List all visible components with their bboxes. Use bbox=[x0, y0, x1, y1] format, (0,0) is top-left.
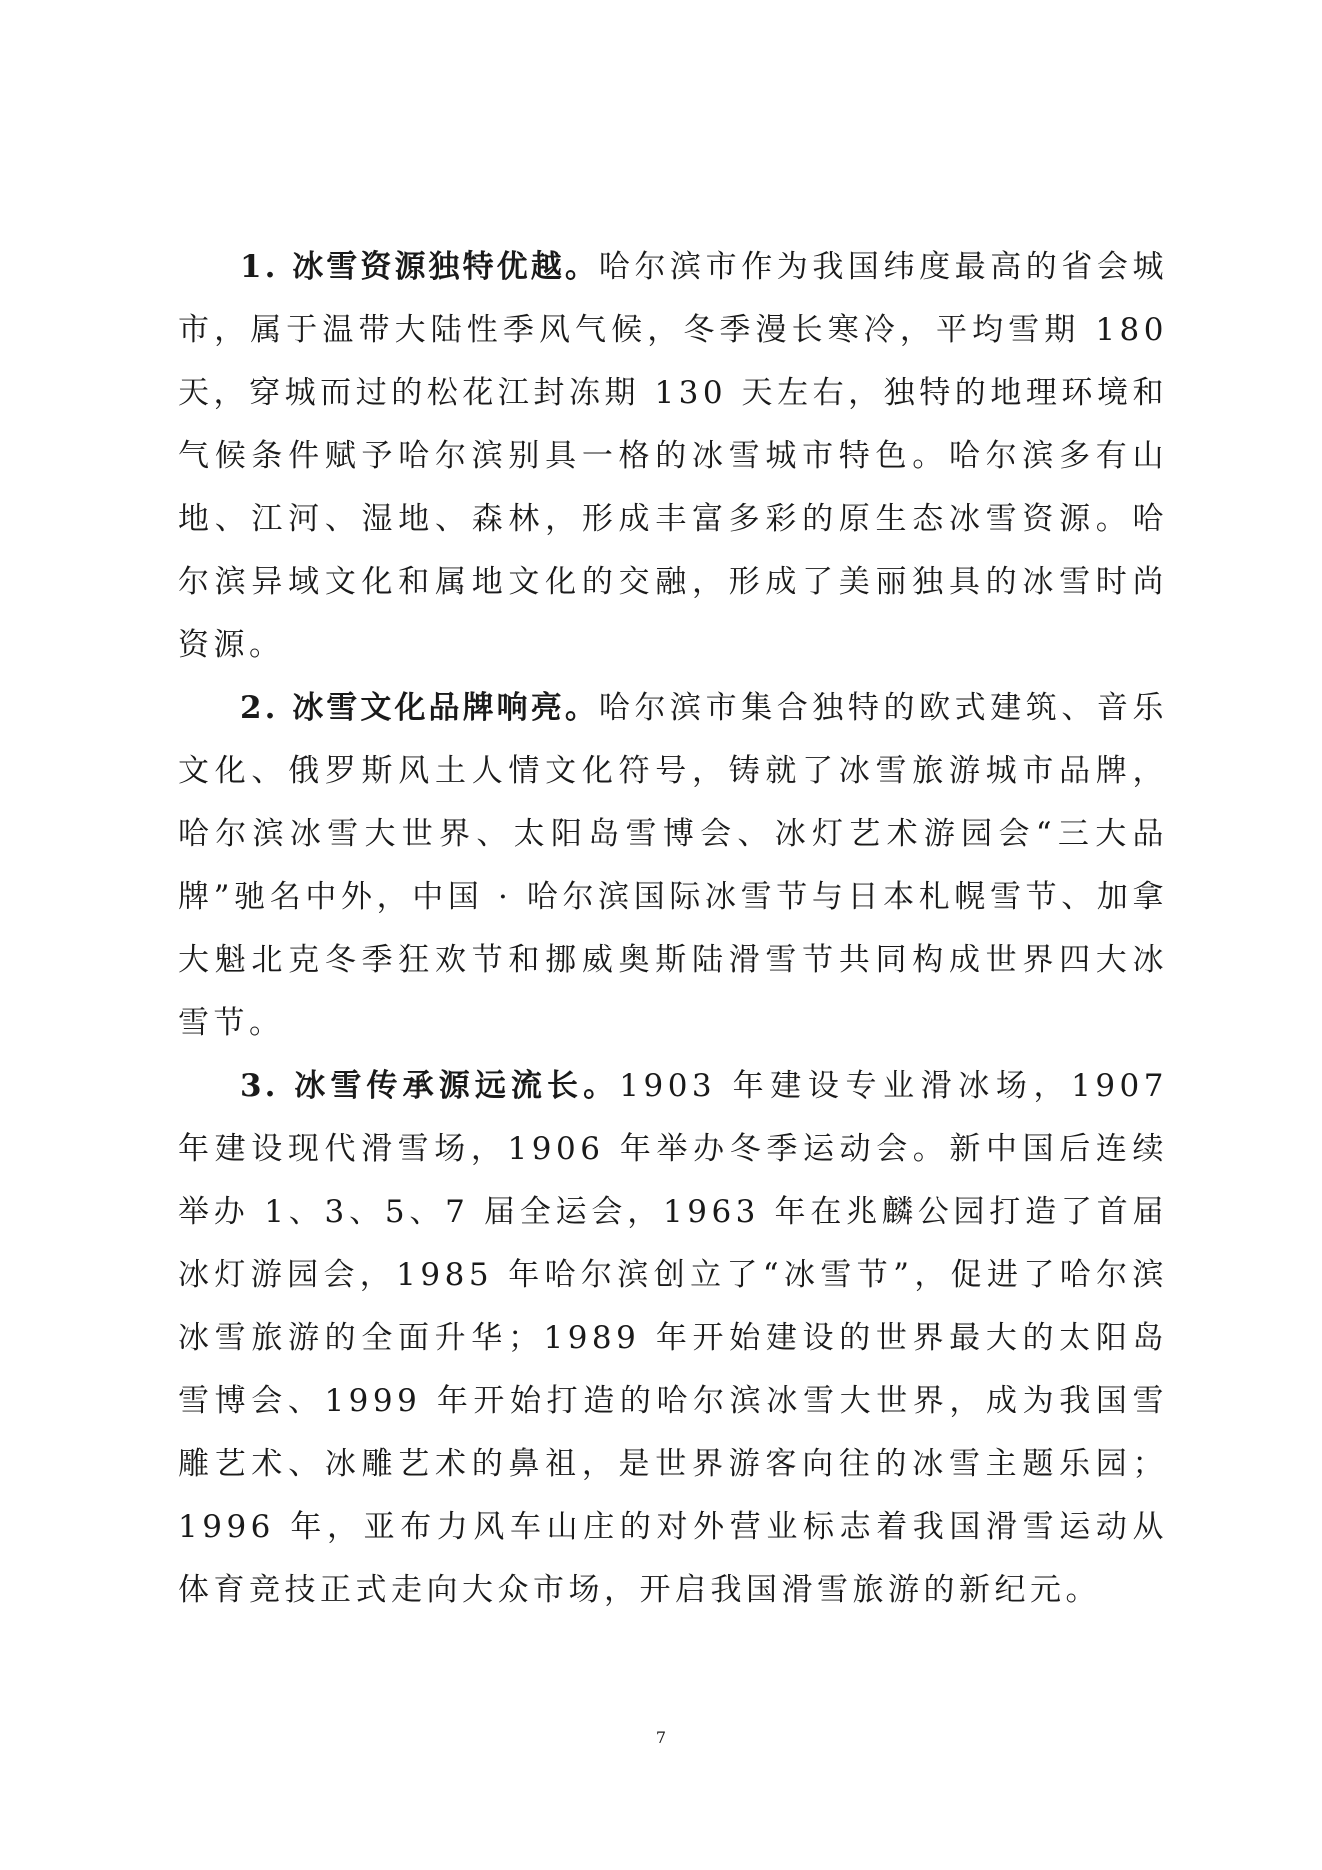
paragraph-heading: 2. 冰雪文化品牌响亮。 bbox=[240, 690, 599, 726]
paragraph-ice-snow-resources bbox=[178, 236, 1168, 677]
paragraph-text: 哈尔滨市作为我国纬度最高的省会城市，属于温带大陆性季风气候，冬季漫长寒冷，平均雪期 180 天，穿城而过的松花江封冻期 130 天左右，独特的地理环境和气候条件赋予哈尔滨别具一格的冰雪城市特色。哈尔滨多有山地、江河、湿地、森林，形成丰富多彩的原生态冰雪资源。哈尔滨异域文化和属地文化的交融，形成了美丽独具的冰雪时尚资源。 bbox=[178, 249, 1169, 663]
document-body bbox=[178, 236, 1168, 1622]
page-number: 7 bbox=[655, 1728, 667, 1747]
paragraph-heading: 1. 冰雪资源独特优越。 bbox=[240, 249, 599, 285]
paragraph-heading: 3. 冰雪传承源远流长。 bbox=[240, 1068, 620, 1104]
paragraph-ice-snow-culture-brand bbox=[178, 677, 1168, 1055]
paragraph-text: 哈尔滨市集合独特的欧式建筑、音乐文化、俄罗斯风土人情文化符号，铸就了冰雪旅游城市品牌，哈尔滨冰雪大世界、太阳岛雪博会、冰灯艺术游园会“三大品牌”驰名中外，中国 · 哈尔滨国际冰雪节与日本札幌雪节、加拿大魁北克冬季狂欢节和挪威奥斯陆滑雪节共同构成世界四大冰雪节。 bbox=[178, 690, 1169, 1041]
paragraph-text: 1903 年建设专业滑冰场，1907 年建设现代滑雪场，1906 年举办冬季运动会。新中国后连续举办 1、3、5、7 届全运会，1963 年在兆麟公园打造了首届冰灯游园会，1985 年哈尔滨创立了“冰雪节”，促进了哈尔滨冰雪旅游的全面升华；1989 年开始建设的世界最大的太阳岛雪博会、1999 年开始打造的哈尔滨冰雪大世界，成为我国雪雕艺术、冰雕艺术的鼻祖，是世界游客向往的冰雪主题乐园；1996 年，亚布力风车山庄的对外营业标志着我国滑雪运动从体育竞技正式走向大众市场，开启我国滑雪旅游的新纪元。 bbox=[178, 1068, 1169, 1608]
paragraph-ice-snow-heritage bbox=[178, 1055, 1168, 1622]
